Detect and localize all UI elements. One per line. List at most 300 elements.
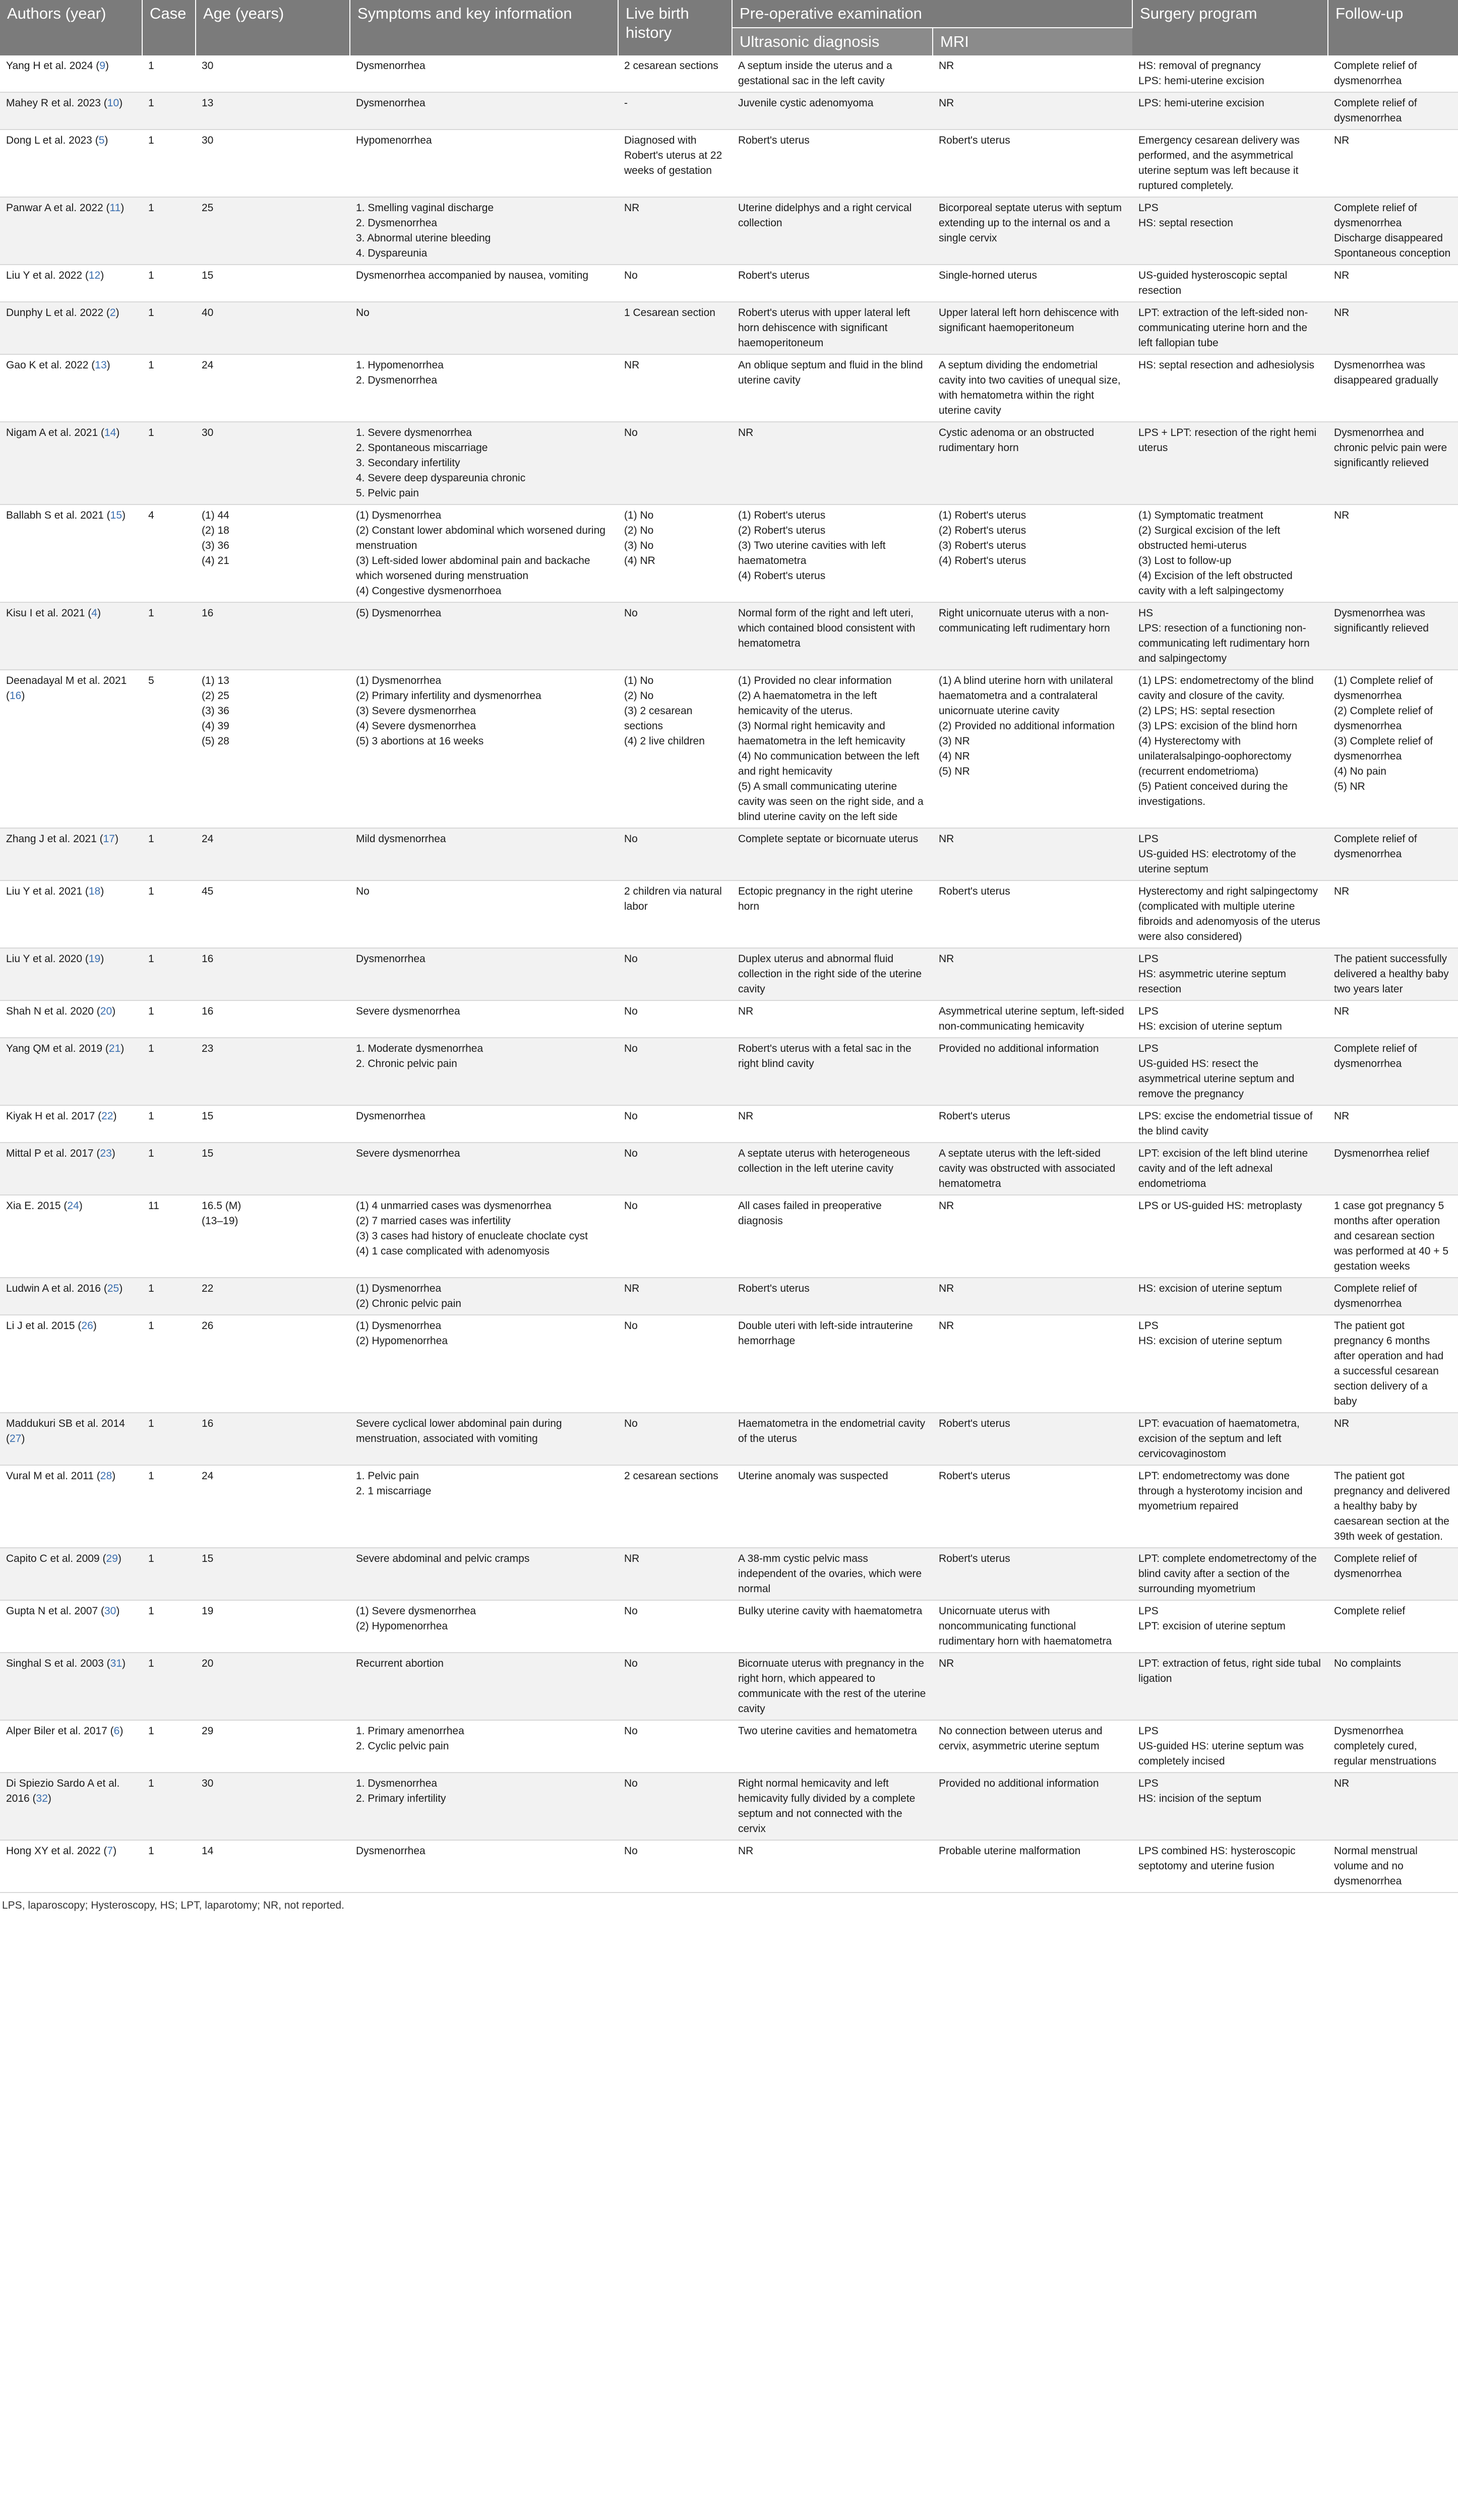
surgery-line: LPS or US-guided HS: metroplasty — [1138, 1200, 1302, 1212]
cell-live-birth — [618, 130, 732, 197]
cell-ultrasonic — [732, 1195, 933, 1278]
cell-case: 1 — [142, 1465, 196, 1548]
surgery-line: (4) Excision of the left obstructed cavity with a left salpingectomy — [1138, 570, 1293, 597]
author-name: Li J et al. 2015 — [6, 1320, 75, 1332]
surgery-line: (3) Lost to follow-up — [1138, 555, 1232, 566]
cell-mri — [933, 1465, 1132, 1548]
cell-symptoms — [350, 1315, 618, 1413]
followup-line: No complaints — [1334, 1658, 1402, 1669]
reference-link[interactable]: 28 — [100, 1470, 112, 1482]
cell-ultrasonic — [732, 55, 933, 92]
table-row — [0, 1038, 1458, 1105]
live-birth-line: 2 children via natural labor — [624, 886, 722, 912]
cell-case: 1 — [142, 55, 196, 92]
surgery-line: LPT: excision of uterine septum — [1138, 1620, 1286, 1632]
followup-line: (5) NR — [1334, 781, 1365, 792]
cell-symptoms — [350, 55, 618, 92]
cell-followup — [1328, 354, 1458, 422]
cell-surgery — [1132, 1720, 1328, 1773]
age-line: 30 — [202, 1778, 214, 1789]
cell-mri — [933, 354, 1132, 422]
symptoms-line: (4) Congestive dysmenorrhoea — [356, 585, 502, 597]
live-birth-line: (3) No — [624, 540, 654, 551]
cell-symptoms — [350, 130, 618, 197]
cell-live-birth — [618, 1413, 732, 1465]
cell-mri — [933, 422, 1132, 505]
cell-symptoms — [350, 265, 618, 302]
cell-ultrasonic — [732, 1278, 933, 1315]
age-line: 29 — [202, 1725, 214, 1737]
cell-case: 4 — [142, 505, 196, 602]
cell-author: Di Spiezio Sardo A et al. 2016 (32) — [0, 1773, 142, 1840]
live-birth-line: NR — [624, 1283, 640, 1294]
cell-live-birth — [618, 602, 732, 670]
age-line: (4) 21 — [202, 555, 229, 566]
followup-line: NR — [1334, 135, 1350, 146]
cell-author: Kiyak H et al. 2017 (22) — [0, 1105, 142, 1143]
table-row — [0, 1548, 1458, 1600]
mri-line: NR — [939, 1658, 954, 1669]
age-line: 26 — [202, 1320, 214, 1332]
table-row — [0, 670, 1458, 828]
ultrasonic-line: A 38-mm cystic pelvic mass independent of the ovaries, which were normal — [738, 1553, 922, 1595]
cell-symptoms — [350, 1720, 618, 1773]
author-name: Maddukuri SB et al. 2014 — [6, 1418, 125, 1429]
reference-link[interactable]: 13 — [95, 359, 107, 371]
cell-author: Xia E. 2015 (24) — [0, 1195, 142, 1278]
reference-link[interactable]: 27 — [10, 1433, 22, 1444]
followup-line: NR — [1334, 510, 1350, 521]
symptoms-line: (2) Hypomenorrhea — [356, 1335, 448, 1347]
reference-link[interactable]: 22 — [101, 1110, 113, 1122]
cell-followup — [1328, 948, 1458, 1000]
cell-age — [196, 505, 350, 602]
table-body — [0, 55, 1458, 1893]
ultrasonic-line: Duplex uterus and abnormal fluid collection in the right side of the uterine cavity — [738, 953, 922, 995]
cell-surgery — [1132, 1600, 1328, 1653]
age-line: (5) 28 — [202, 735, 229, 747]
cell-ultrasonic — [732, 302, 933, 354]
mri-line: NR — [939, 953, 954, 965]
reference-link[interactable]: 30 — [104, 1605, 116, 1617]
symptoms-line: (4) Severe dysmenorrhea — [356, 720, 476, 732]
cell-author: Liu Y et al. 2022 (12) — [0, 265, 142, 302]
cell-followup — [1328, 1413, 1458, 1465]
cell-author: Alper Biler et al. 2017 (6) — [0, 1720, 142, 1773]
age-line: 16.5 (M) — [202, 1200, 241, 1212]
cell-followup — [1328, 55, 1458, 92]
ultrasonic-line: (3) Two uterine cavities with left haematometra — [738, 540, 886, 566]
cell-author: Dong L et al. 2023 (5) — [0, 130, 142, 197]
author-name: Singhal S et al. 2003 — [6, 1658, 104, 1669]
cell-surgery — [1132, 1840, 1328, 1893]
author-name: Gupta N et al. 2007 — [6, 1605, 98, 1617]
author-name: Deenadayal M et al. 2021 — [6, 675, 127, 686]
reference-link[interactable]: 14 — [104, 427, 116, 438]
cell-symptoms — [350, 1195, 618, 1278]
symptoms-line: (1) Dysmenorrhea — [356, 675, 442, 686]
live-birth-line: (3) 2 cesarean sections — [624, 705, 693, 732]
mri-line: (3) Robert's uterus — [939, 540, 1026, 551]
mri-line: Robert's uterus — [939, 1470, 1010, 1482]
mri-line: Upper lateral left horn dehiscence with significant haemoperitoneum — [939, 307, 1119, 334]
author-name: Nigam A et al. 2021 — [6, 427, 98, 438]
surgery-line: LPS: resection of a functioning non-communicating left rudimentary horn and salpingectomy — [1138, 622, 1310, 664]
cell-live-birth — [618, 670, 732, 828]
symptoms-line: (2) Constant lower abdominal which worsened during menstruation — [356, 525, 605, 551]
surgery-line: US-guided HS: electrotomy of the uterine septum — [1138, 848, 1296, 875]
ultrasonic-line: All cases failed in preoperative diagnosis — [738, 1200, 882, 1227]
cell-ultrasonic — [732, 505, 933, 602]
surgery-line: LPS — [1138, 1043, 1159, 1054]
cell-age — [196, 1000, 350, 1038]
table-row — [0, 828, 1458, 880]
symptoms-line: 5. Pelvic pain — [356, 487, 419, 499]
cell-case: 1 — [142, 1143, 196, 1195]
symptoms-line: 2. Spontaneous miscarriage — [356, 442, 488, 454]
cell-author: Gupta N et al. 2007 (30) — [0, 1600, 142, 1653]
symptoms-line: Dysmenorrhea — [356, 97, 426, 109]
cell-live-birth — [618, 880, 732, 948]
cell-followup — [1328, 1773, 1458, 1840]
cell-author: Singhal S et al. 2003 (31) — [0, 1653, 142, 1720]
surgery-line: (2) LPS; HS: septal resection — [1138, 705, 1275, 717]
followup-line: (4) No pain — [1334, 766, 1386, 777]
reference-link[interactable]: 19 — [88, 953, 101, 965]
symptoms-line: Hypomenorrhea — [356, 135, 432, 146]
live-birth-line: (4) NR — [624, 555, 655, 566]
cell-live-birth — [618, 1038, 732, 1105]
cell-surgery — [1132, 1105, 1328, 1143]
age-line: 24 — [202, 1470, 214, 1482]
ultrasonic-line: Robert's uterus with upper lateral left horn dehiscence with significant haemoperitoneum — [738, 307, 910, 349]
cell-live-birth — [618, 1840, 732, 1893]
cell-live-birth — [618, 1548, 732, 1600]
symptoms-line: (3) Severe dysmenorrhea — [356, 705, 476, 717]
ultrasonic-line: Right normal hemicavity and left hemicavity fully divided by a complete septum and not connected with the cervix — [738, 1778, 916, 1835]
reference-link[interactable]: 5 — [98, 135, 105, 146]
mri-line: Robert's uterus — [939, 886, 1010, 897]
surgery-line: (1) LPS: endometrectomy of the blind cavity and closure of the cavity. — [1138, 675, 1314, 702]
cell-mri — [933, 1653, 1132, 1720]
cell-symptoms — [350, 1278, 618, 1315]
surgery-line: HS — [1138, 607, 1153, 619]
age-line: 15 — [202, 1110, 214, 1122]
symptoms-line: 2. 1 miscarriage — [356, 1485, 432, 1497]
reference-link[interactable]: 25 — [107, 1283, 119, 1294]
followup-line: NR — [1334, 1778, 1350, 1789]
cell-surgery — [1132, 354, 1328, 422]
live-birth-line: No — [624, 607, 638, 619]
symptoms-line: Dysmenorrhea — [356, 953, 426, 965]
reference-link[interactable]: 11 — [109, 202, 121, 214]
followup-line: Complete relief — [1334, 1605, 1406, 1617]
cell-author: Yang QM et al. 2019 (21) — [0, 1038, 142, 1105]
cell-followup — [1328, 1315, 1458, 1413]
followup-line: (3) Complete relief of dysmenorrhea — [1334, 735, 1433, 762]
age-line: 30 — [202, 135, 214, 146]
ultrasonic-line: Normal form of the right and left uteri, which contained blood consistent with hematometra — [738, 607, 916, 649]
cell-case: 1 — [142, 1773, 196, 1840]
reference-link[interactable]: 26 — [81, 1320, 93, 1332]
cell-mri — [933, 602, 1132, 670]
cell-case: 1 — [142, 1105, 196, 1143]
author-name: Yang H et al. 2024 — [6, 60, 93, 72]
followup-line: NR — [1334, 307, 1350, 319]
cell-case: 1 — [142, 1548, 196, 1600]
followup-line: NR — [1334, 886, 1350, 897]
cell-age — [196, 130, 350, 197]
cell-author: Zhang J et al. 2021 (17) — [0, 828, 142, 880]
reference-link[interactable]: 17 — [103, 833, 115, 845]
cell-live-birth — [618, 505, 732, 602]
cell-ultrasonic — [732, 602, 933, 670]
table-row — [0, 302, 1458, 354]
mri-line: (5) NR — [939, 766, 970, 777]
ultrasonic-line: Ectopic pregnancy in the right uterine horn — [738, 886, 913, 912]
followup-line: Dysmenorrhea was significantly relieved — [1334, 607, 1429, 634]
surgery-line: HS: septal resection — [1138, 217, 1233, 229]
cell-followup — [1328, 265, 1458, 302]
symptoms-line: No — [356, 886, 370, 897]
age-line: (13–19) — [202, 1215, 238, 1227]
table-row — [0, 1278, 1458, 1315]
cell-followup — [1328, 1600, 1458, 1653]
cell-surgery — [1132, 1315, 1328, 1413]
age-line: (1) 44 — [202, 510, 229, 521]
followup-line: Complete relief of dysmenorrhea — [1334, 1283, 1417, 1309]
cell-symptoms — [350, 1465, 618, 1548]
reference-link[interactable]: 2 — [109, 307, 116, 319]
ultrasonic-line: NR — [738, 427, 754, 438]
surgery-line: LPT: extraction of fetus, right side tubal ligation — [1138, 1658, 1321, 1684]
reference-link[interactable]: 20 — [100, 1005, 112, 1017]
cell-case: 1 — [142, 92, 196, 130]
cell-case: 1 — [142, 602, 196, 670]
header-live-birth: Live birth history — [618, 0, 732, 55]
cell-ultrasonic — [732, 1038, 933, 1105]
age-line: 16 — [202, 953, 214, 965]
table-row — [0, 1465, 1458, 1548]
cell-ultrasonic — [732, 670, 933, 828]
cell-live-birth — [618, 1195, 732, 1278]
surgery-line: HS: excision of uterine septum — [1138, 1283, 1282, 1294]
mri-line: A septum dividing the endometrial cavity into two cavities of unequal size, with hematometra within the right uterine cavity — [939, 359, 1121, 416]
cell-surgery — [1132, 92, 1328, 130]
symptoms-line: 4. Severe deep dyspareunia chronic — [356, 472, 526, 484]
cell-live-birth — [618, 197, 732, 265]
surgery-line: LPS — [1138, 1605, 1159, 1617]
reference-link[interactable]: 18 — [88, 886, 101, 897]
cell-mri — [933, 265, 1132, 302]
cell-followup — [1328, 422, 1458, 505]
cell-age — [196, 1315, 350, 1413]
cell-ultrasonic — [732, 422, 933, 505]
age-line: 13 — [202, 97, 214, 109]
age-line: (3) 36 — [202, 705, 229, 717]
author-name: Ballabh S et al. 2021 — [6, 510, 104, 521]
surgery-line: Hysterectomy and right salpingectomy (complicated with multiple uterine fibroids and adenomyosis of the uterus were also considered) — [1138, 886, 1320, 942]
surgery-line: LPT: excision of the left blind uterine cavity and of the left adnexal endometrioma — [1138, 1148, 1308, 1189]
author-name: Mahey R et al. 2023 — [6, 97, 101, 109]
cell-symptoms — [350, 354, 618, 422]
cell-surgery — [1132, 302, 1328, 354]
cell-author: Mittal P et al. 2017 (23) — [0, 1143, 142, 1195]
cell-author: Ludwin A et al. 2016 (25) — [0, 1278, 142, 1315]
symptoms-line: Severe abdominal and pelvic cramps — [356, 1553, 530, 1564]
reference-link[interactable]: 7 — [107, 1845, 113, 1857]
cell-surgery — [1132, 1548, 1328, 1600]
reference-link[interactable]: 9 — [99, 60, 105, 72]
surgery-line: (3) LPS: excision of the blind horn — [1138, 720, 1298, 732]
symptoms-line: Dysmenorrhea — [356, 1110, 426, 1122]
cell-live-birth — [618, 1143, 732, 1195]
author-name: Zhang J et al. 2021 — [6, 833, 97, 845]
author-name: Gao K et al. 2022 — [6, 359, 89, 371]
cell-case: 1 — [142, 197, 196, 265]
symptoms-line: (5) Dysmenorrhea — [356, 607, 442, 619]
mri-line: (4) NR — [939, 750, 970, 762]
reference-link[interactable]: 21 — [108, 1043, 121, 1054]
followup-line: Complete relief of dysmenorrhea — [1334, 1043, 1417, 1069]
symptoms-line: 1. Moderate dysmenorrhea — [356, 1043, 483, 1054]
table-row — [0, 1653, 1458, 1720]
followup-line: Dysmenorrhea was disappeared gradually — [1334, 359, 1438, 386]
live-birth-line: No — [624, 1778, 638, 1789]
ultrasonic-line: Bicornuate uterus with pregnancy in the right horn, which appeared to communicate with the rest of the uterine cavity — [738, 1658, 926, 1715]
live-birth-line: No — [624, 953, 638, 965]
reference-link[interactable]: 10 — [107, 97, 119, 109]
cell-age — [196, 1105, 350, 1143]
mri-line: Unicornuate uterus with noncommunicating functional rudimentary horn with haematometra — [939, 1605, 1112, 1647]
cell-followup — [1328, 1465, 1458, 1548]
symptoms-line: Severe cyclical lower abdominal pain during menstruation, associated with vomiting — [356, 1418, 562, 1444]
live-birth-line: No — [624, 1658, 638, 1669]
cell-live-birth — [618, 354, 732, 422]
header-surgery: Surgery program — [1132, 0, 1328, 55]
ultrasonic-line: (5) A small communicating uterine cavity was seen on the right side, and a blind uterine cavity on the left side — [738, 781, 924, 823]
followup-line: Complete relief of dysmenorrhea — [1334, 1553, 1417, 1580]
reference-link[interactable]: 23 — [100, 1148, 112, 1159]
header-authors: Authors (year) — [0, 0, 142, 55]
surgery-line: LPS: hemi-uterine excision — [1138, 75, 1264, 87]
surgery-line: HS: septal resection and adhesiolysis — [1138, 359, 1315, 371]
cell-symptoms — [350, 670, 618, 828]
cell-ultrasonic — [732, 1840, 933, 1893]
cell-followup — [1328, 602, 1458, 670]
surgery-line: LPS — [1138, 202, 1159, 214]
live-birth-line: (1) No — [624, 510, 654, 521]
cell-case: 1 — [142, 1840, 196, 1893]
cell-followup — [1328, 828, 1458, 880]
cell-symptoms — [350, 1038, 618, 1105]
symptoms-line: 2. Dysmenorrhea — [356, 374, 438, 386]
cell-age — [196, 1413, 350, 1465]
symptoms-line: 2. Cyclic pelvic pain — [356, 1740, 449, 1752]
cell-age — [196, 1548, 350, 1600]
cell-followup — [1328, 1278, 1458, 1315]
ultrasonic-line: NR — [738, 1005, 754, 1017]
cell-live-birth — [618, 828, 732, 880]
author-name: Alper Biler et al. 2017 — [6, 1725, 107, 1737]
reference-link[interactable]: 6 — [113, 1725, 120, 1737]
cell-case: 1 — [142, 1653, 196, 1720]
reference-link[interactable]: 4 — [91, 607, 97, 619]
cell-live-birth — [618, 1315, 732, 1413]
reference-link[interactable]: 31 — [110, 1658, 122, 1669]
cell-age — [196, 1773, 350, 1840]
reference-link[interactable]: 29 — [106, 1553, 118, 1564]
cell-age — [196, 55, 350, 92]
cell-age — [196, 1278, 350, 1315]
cell-followup — [1328, 880, 1458, 948]
cell-ultrasonic — [732, 1000, 933, 1038]
cell-age — [196, 1465, 350, 1548]
cell-case: 1 — [142, 1038, 196, 1105]
symptoms-line: 1. Primary amenorrhea — [356, 1725, 464, 1737]
reference-link[interactable]: 32 — [36, 1793, 48, 1804]
mri-line: NR — [939, 833, 954, 845]
cell-case: 1 — [142, 1000, 196, 1038]
cell-surgery — [1132, 1773, 1328, 1840]
cell-author: Liu Y et al. 2020 (19) — [0, 948, 142, 1000]
reference-link[interactable]: 24 — [67, 1200, 79, 1212]
cell-case: 1 — [142, 880, 196, 948]
live-birth-line: No — [624, 427, 638, 438]
surgery-line: (1) Symptomatic treatment — [1138, 510, 1263, 521]
followup-line: Dysmenorrhea relief — [1334, 1148, 1430, 1159]
header-symptoms: Symptoms and key information — [350, 0, 618, 55]
cell-author: Panwar A et al. 2022 (11) — [0, 197, 142, 265]
cell-mri — [933, 1720, 1132, 1773]
cell-case: 1 — [142, 130, 196, 197]
reference-link[interactable]: 16 — [10, 690, 22, 702]
live-birth-line: No — [624, 1200, 638, 1212]
cell-case: 5 — [142, 670, 196, 828]
cell-followup — [1328, 1038, 1458, 1105]
mri-line: Robert's uterus — [939, 1110, 1010, 1122]
cell-mri — [933, 1038, 1132, 1105]
mri-line: Bicorporeal septate uterus with septum extending up to the internal os and a single cervix — [939, 202, 1122, 244]
reference-link[interactable]: 15 — [110, 510, 122, 521]
cell-symptoms — [350, 1600, 618, 1653]
live-birth-line: No — [624, 1845, 638, 1857]
age-line: (2) 18 — [202, 525, 229, 536]
ultrasonic-line: A septate uterus with heterogeneous collection in the left uterine cavity — [738, 1148, 910, 1174]
symptoms-line: Severe dysmenorrhea — [356, 1005, 460, 1017]
cell-followup — [1328, 1000, 1458, 1038]
cell-age — [196, 1600, 350, 1653]
cell-symptoms — [350, 1548, 618, 1600]
cell-ultrasonic — [732, 354, 933, 422]
cell-age — [196, 92, 350, 130]
reference-link[interactable]: 12 — [88, 270, 101, 281]
cell-case: 1 — [142, 1413, 196, 1465]
surgery-line: LPS — [1138, 1005, 1159, 1017]
cell-ultrasonic — [732, 130, 933, 197]
ultrasonic-line: Uterine didelphys and a right cervical collection — [738, 202, 912, 229]
mri-line: NR — [939, 97, 954, 109]
ultrasonic-line: (1) Provided no clear information — [738, 675, 892, 686]
cell-mri — [933, 1000, 1132, 1038]
ultrasonic-line: Robert's uterus — [738, 1283, 810, 1294]
cell-case: 1 — [142, 265, 196, 302]
mri-line: (2) Robert's uterus — [939, 525, 1026, 536]
cell-mri — [933, 880, 1132, 948]
symptoms-line: 2. Primary infertility — [356, 1793, 446, 1804]
cell-case: 1 — [142, 1278, 196, 1315]
symptoms-line: Mild dysmenorrhea — [356, 833, 446, 845]
